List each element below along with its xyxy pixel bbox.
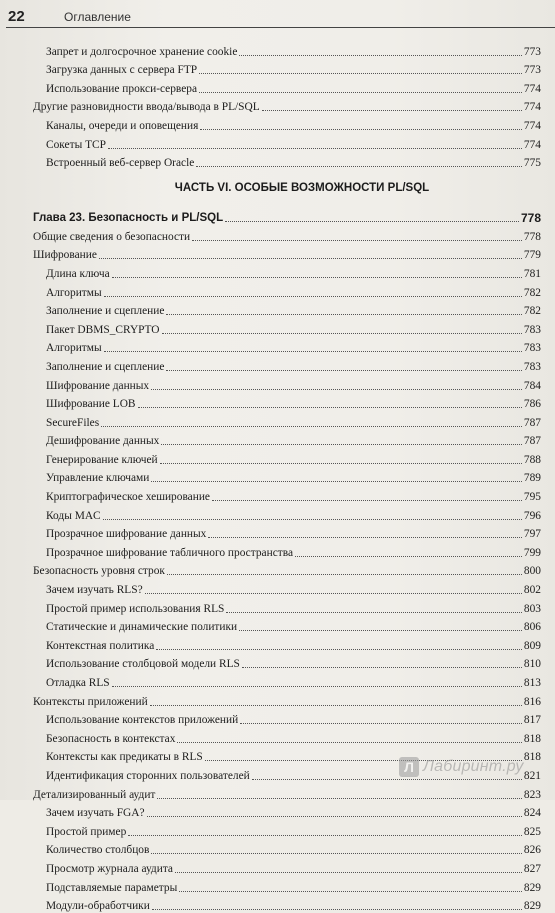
toc-entry [33, 225, 541, 244]
page-header [0, 0, 555, 30]
dot-leader [200, 129, 522, 130]
dot-leader [226, 612, 522, 613]
toc-entry-page: 818 [523, 732, 541, 745]
dot-leader [99, 258, 522, 259]
toc-entry-title: Простой пример использования RLS [46, 602, 225, 615]
toc-entry-page: 788 [523, 453, 541, 466]
dot-leader [196, 166, 522, 167]
page-number: 22 [8, 8, 25, 25]
toc-entry-title: Коды MAC [46, 509, 101, 522]
dot-leader [161, 444, 522, 445]
dot-leader [225, 221, 519, 222]
dot-leader [199, 73, 522, 74]
toc-entry-title: Безопасность уровня строк [33, 565, 165, 578]
dot-leader [177, 742, 522, 743]
toc-entry [33, 857, 541, 876]
toc-entry [33, 634, 541, 653]
toc-entry-page: 823 [523, 788, 541, 801]
toc-entry-page: 782 [523, 286, 541, 299]
dot-leader [166, 314, 521, 315]
toc-entry [33, 152, 541, 171]
toc-entry-page: 802 [523, 584, 541, 597]
toc-entry-page: 787 [523, 435, 541, 448]
toc-entry-page: 796 [523, 509, 541, 522]
toc-entry [33, 671, 541, 690]
chapter-heading [33, 205, 541, 225]
toc-entry-title: Генерирование ключей [46, 453, 158, 466]
toc-entry-page: 817 [523, 714, 541, 727]
toc-entry-page: 774 [523, 101, 541, 114]
toc-entry [33, 727, 541, 746]
dot-leader [240, 723, 522, 724]
dot-leader [239, 630, 522, 631]
toc-entry [33, 485, 541, 504]
toc-entry [33, 802, 541, 821]
dot-leader [192, 240, 522, 241]
toc-entry-title: Контексты как предикаты в RLS [46, 751, 203, 764]
toc-entry [33, 355, 541, 374]
dot-leader [162, 333, 522, 334]
toc-entry [33, 40, 541, 59]
header-rule [6, 27, 555, 28]
toc-entry [33, 318, 541, 337]
dot-leader [103, 519, 522, 520]
toc-entry-title: Длина ключа [46, 267, 110, 280]
toc-entry-title: Модули-обработчики [46, 900, 150, 913]
spacer [33, 170, 541, 179]
toc-entry-page: 778 [523, 230, 541, 243]
toc-entry-page: 826 [523, 844, 541, 857]
toc-entry-page: 795 [523, 491, 541, 504]
toc-entry-page: 787 [523, 416, 541, 429]
toc-entry-page: 779 [523, 249, 541, 262]
toc-entry [33, 783, 541, 802]
toc-entry-title: Детализированный аудит [33, 788, 156, 801]
toc-entry-title: Отладка RLS [46, 677, 110, 689]
toc-entry-title: Загрузка данных с сервера FTP [46, 64, 198, 77]
toc-entry [33, 281, 541, 300]
dot-leader [151, 389, 522, 390]
toc-entry-page: 786 [523, 398, 541, 411]
toc-entry-title: Зачем изучать FGA? [46, 807, 145, 820]
toc-entry-title: Простой пример [46, 825, 127, 838]
dot-leader [150, 705, 522, 706]
toc-entry [33, 262, 541, 281]
dot-leader [156, 649, 522, 650]
toc-entry-title: Прозрачное шифрование табличного пространства [46, 546, 294, 559]
toc-entry-page: 773 [523, 45, 541, 58]
dot-leader [295, 556, 522, 557]
toc-entry-page: 809 [523, 639, 541, 652]
toc-entry [33, 578, 541, 597]
toc-entry-title: Контекстная политика [46, 639, 155, 652]
toc-entry-title: Криптографическое хеширование [46, 491, 210, 504]
toc-entry-title: Зачем изучать RLS? [46, 584, 143, 597]
dot-leader [104, 296, 522, 297]
toc-entry [33, 616, 541, 635]
toc-entry-page: 782 [523, 305, 541, 318]
toc-entry [33, 653, 541, 672]
toc-entry-page: 789 [523, 472, 541, 485]
dot-leader [208, 537, 522, 538]
toc-entry [33, 393, 541, 412]
dot-leader [152, 909, 522, 910]
toc-entry-page: 806 [523, 621, 541, 634]
dot-leader [104, 351, 522, 352]
toc-entry [33, 430, 541, 449]
toc-entry-title: Шифрование LOB [46, 398, 136, 411]
toc-entry-title: Шифрование данных [46, 379, 150, 392]
toc-entry-page: 827 [523, 862, 541, 875]
dot-leader [101, 426, 522, 427]
dot-leader [112, 686, 522, 687]
toc-entry-title: Использование контекстов приложений [46, 714, 239, 727]
toc-entry [33, 504, 541, 523]
toc-entry-page: 800 [523, 565, 541, 578]
toc-entry [33, 839, 541, 858]
watermark [399, 754, 539, 780]
toc-entry-page: 797 [523, 528, 541, 541]
dot-leader [160, 463, 522, 464]
toc-entry [33, 597, 541, 616]
toc-entry-title: Использование столбцовой модели RLS [46, 658, 240, 671]
dot-leader [166, 370, 521, 371]
dot-leader [151, 853, 522, 854]
toc-entry-title: Алгоритмы [46, 286, 102, 299]
toc-entry-page: 821 [523, 769, 541, 782]
toc-entry-title: Другие разновидности ввода/вывода в PL/SQL [33, 101, 260, 114]
toc-entry [33, 523, 541, 542]
toc-entry [33, 77, 541, 96]
toc-entry-page: 773 [523, 64, 541, 77]
toc-entry-title: Каналы, очереди и оповещения [46, 119, 199, 132]
toc-entry-title: Заполнение и сцепление [46, 305, 165, 318]
dot-leader [199, 92, 522, 93]
toc-entry-title: Пакет DBMS_CRYPTO [46, 323, 160, 336]
toc-entry-page: 816 [523, 695, 541, 708]
toc-entry [33, 244, 541, 263]
dot-leader [262, 110, 522, 111]
toc-entry-page: 803 [523, 602, 541, 615]
chapter-title: Глава 23. Безопасность и PL/SQL [33, 212, 224, 225]
toc-entry-title: Прозрачное шифрование данных [46, 528, 207, 541]
toc-entry-page: 774 [523, 138, 541, 151]
toc-entry-title: Использование прокси-сервера [46, 82, 198, 95]
dot-leader [145, 593, 522, 594]
toc-entry-title: Количество столбцов [46, 844, 150, 857]
dot-leader [138, 407, 522, 408]
toc-entry-title: Алгоритмы [46, 342, 102, 355]
toc-entry-page: 825 [523, 825, 541, 838]
toc-entry-title: Запрет и долгосрочное хранение cookie [46, 45, 238, 58]
toc-entry-title: Встроенный веб-сервер Oracle [46, 157, 195, 170]
toc-section-chapter-23 [33, 225, 541, 913]
toc-entry-title: Безопасность в контекстах [46, 732, 176, 745]
toc-entry-title: Контексты приложений [33, 695, 148, 708]
dot-leader [175, 872, 522, 873]
toc-entry [33, 337, 541, 356]
dot-leader [151, 481, 522, 482]
chapter-page: 778 [520, 211, 541, 226]
toc-entry-page: 781 [523, 267, 541, 280]
toc-entry-title: Управление ключами [46, 472, 150, 485]
toc-entry [33, 448, 541, 467]
dot-leader [167, 574, 522, 575]
toc-entry [33, 467, 541, 486]
toc-entry [33, 59, 541, 78]
labirint-logo-icon: Л [399, 757, 419, 777]
dot-leader [242, 667, 522, 668]
toc-entry-page: 829 [523, 900, 541, 913]
toc-entry [33, 96, 541, 115]
toc-entry-page: 799 [523, 546, 541, 559]
toc-entry-title: Идентификация сторонних пользователей [46, 769, 250, 782]
toc-entry-title: Шифрование [33, 249, 97, 262]
dot-leader [179, 891, 522, 892]
toc-entry [33, 895, 541, 913]
toc-entry-page: 783 [523, 342, 541, 355]
toc-entry-page: 829 [523, 881, 541, 894]
toc-entry-title: Просмотр журнала аудита [46, 862, 173, 875]
toc-entry [33, 709, 541, 728]
toc-entry [33, 560, 541, 579]
toc-entry-page: 783 [523, 360, 541, 373]
toc-entry-title: Дешифрование данных [46, 435, 160, 448]
toc-entry-page: 774 [523, 119, 541, 132]
dot-leader [128, 835, 522, 836]
toc-entry [33, 411, 541, 430]
toc-entry-page: 775 [523, 157, 541, 170]
toc-entry-page: 784 [523, 379, 541, 392]
toc-entry [33, 690, 541, 709]
dot-leader [212, 500, 522, 501]
table-of-contents [33, 40, 541, 913]
toc-entry-page: 818 [523, 751, 541, 764]
toc-entry-title: SecureFiles [46, 416, 100, 429]
toc-entry-page: 813 [523, 677, 541, 689]
toc-entry [33, 820, 541, 839]
toc-entry [33, 133, 541, 152]
dot-leader [147, 816, 522, 817]
part-heading: ЧАСТЬ VI. ОСОБЫЕ ВОЗМОЖНОСТИ PL/SQL [174, 182, 430, 195]
toc-entry [33, 876, 541, 895]
toc-entry-page: 774 [523, 82, 541, 95]
toc-entry-page: 824 [523, 807, 541, 820]
dot-leader [157, 798, 522, 799]
dot-leader [108, 148, 522, 149]
running-title: Оглавление [64, 10, 131, 24]
toc-entry [33, 114, 541, 133]
dot-leader [239, 55, 522, 56]
toc-entry-page: 783 [523, 323, 541, 336]
watermark-text: Лабиринт.ру [423, 758, 524, 775]
toc-entry [33, 374, 541, 393]
toc-entry-title: Подставляемые параметры [46, 881, 178, 894]
toc-entry-page: 810 [523, 658, 541, 671]
toc-section-previous-chapter [33, 40, 541, 170]
dot-leader [112, 277, 522, 278]
toc-entry-title: Статические и динамические политики [46, 621, 238, 634]
toc-entry [33, 541, 541, 560]
toc-entry-title: Заполнение и сцепление [46, 360, 165, 373]
toc-entry-title: Общие сведения о безопасности [33, 230, 191, 243]
toc-entry [33, 300, 541, 319]
toc-entry-title: Сокеты TCP [46, 138, 106, 151]
